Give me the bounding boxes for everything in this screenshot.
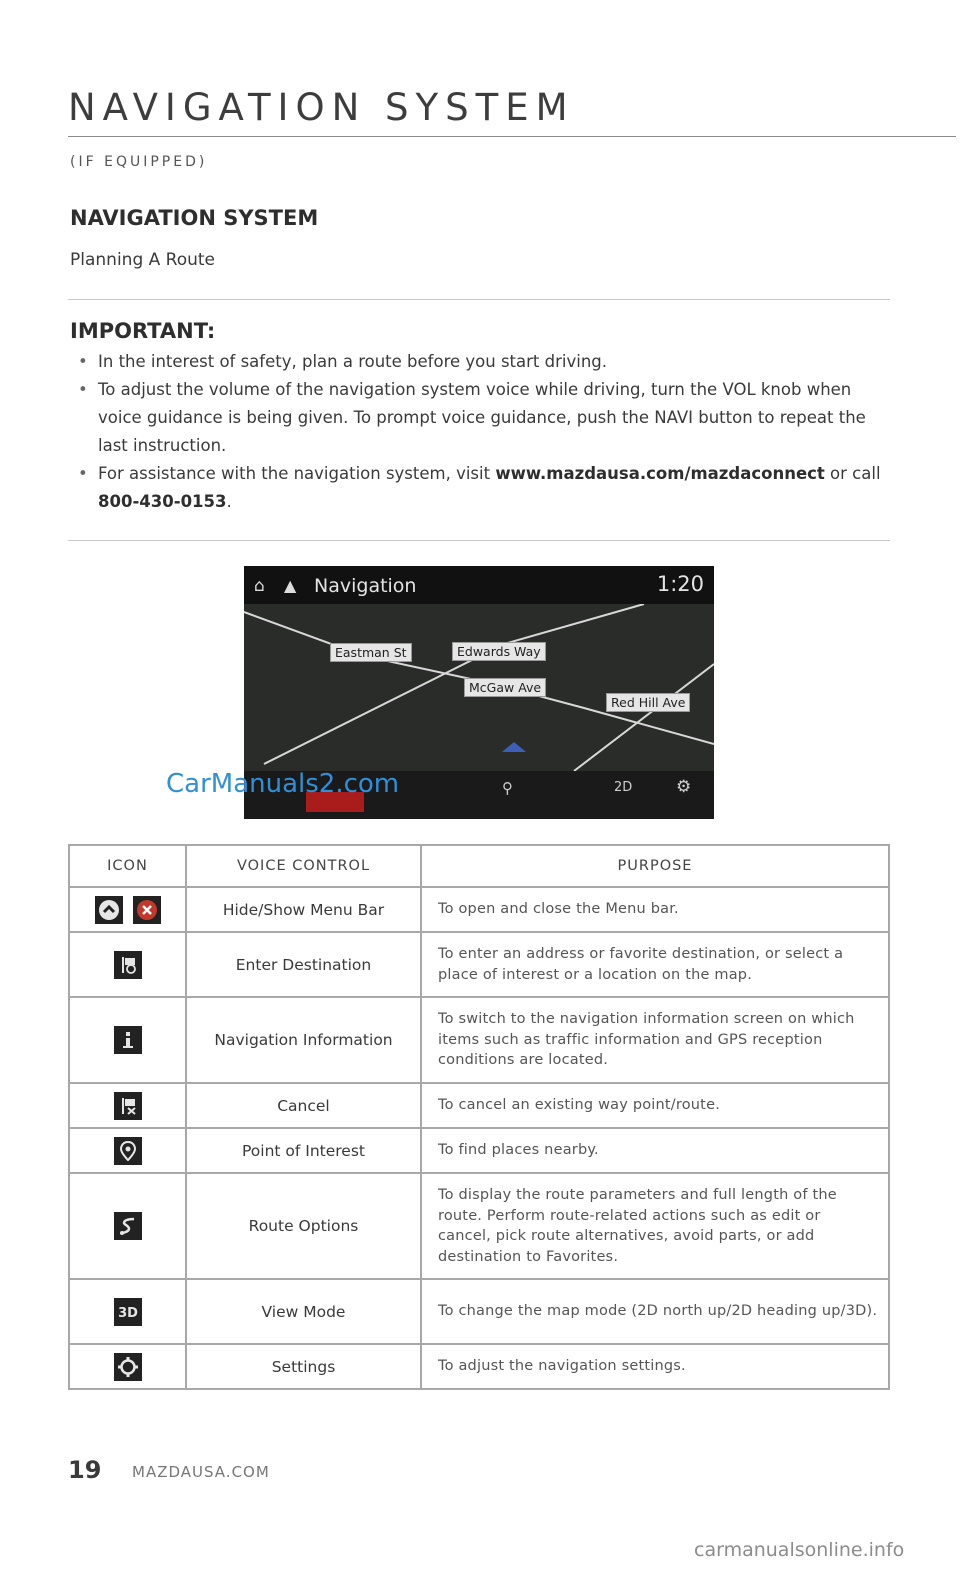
table-row [69,932,889,997]
close-icon [133,896,161,924]
svg-text:3D: 3D [117,1305,138,1321]
table-row [69,1128,889,1173]
table-row [69,997,889,1083]
street-label: Eastman St [330,643,412,662]
page-number: 19 [68,1456,102,1484]
gear-icon: ⚙ [676,777,692,797]
divider-top [68,299,890,300]
table-row [69,1344,889,1389]
voice-cell: View Mode [186,1279,421,1344]
purpose-cell: To cancel an existing way point/route. [421,1083,889,1128]
icon-cell [69,997,186,1083]
nav-clock: 1:20 [656,572,704,596]
home-icon: ⌂ [254,576,265,596]
3d-view-icon [114,1298,142,1326]
table-row [69,1279,889,1344]
icon-cell [69,1083,186,1128]
table-row [69,887,889,932]
street-label: Red Hill Ave [606,693,690,712]
header-icon: ICON [69,845,186,887]
location-pin-icon [114,1137,142,1165]
voice-cell: Enter Destination [186,932,421,997]
header-voice-control: VOICE CONTROL [186,845,421,887]
page-title: NAVIGATION SYSTEM [68,86,575,129]
purpose-cell: To switch to the navigation information screen on which items such as traffic information and GPS reception conditions are located. [421,997,889,1083]
page-subtitle: (IF EQUIPPED) [70,154,208,170]
icon-table [68,844,890,1390]
icon-cell [69,1279,186,1344]
important-bullets [78,348,898,516]
location-pin-icon: ⚲ [502,779,513,797]
purpose-cell: To display the route parameters and full length of the route. Perform route-related actions such as edit or cancel, pick route alternatives, avoid parts, or add destination to Favorites. [421,1173,889,1279]
voice-cell: Navigation Information [186,997,421,1083]
voice-cell: Cancel [186,1083,421,1128]
title-divider [68,136,956,137]
section-heading: NAVIGATION SYSTEM [70,206,319,230]
header-purpose: PURPOSE [421,845,889,887]
gear-icon [114,1353,142,1381]
icon-cell [69,1173,186,1279]
assistance-text: For assistance with the navigation system, visit [98,464,496,483]
purpose-cell: To open and close the Menu bar. [421,887,889,932]
phone-number: 800-430-0153 [98,492,227,511]
info-icon [114,1026,142,1054]
watermark: CarManuals2.com [166,769,400,799]
footer-site[interactable]: MAZDAUSA.COM [132,1463,270,1481]
purpose-cell: To find places nearby. [421,1128,889,1173]
nav-screen-title: Navigation [314,575,417,597]
icon-cell [69,932,186,997]
assistance-end: . [226,492,232,511]
bullet-volume: • To adjust the volume of the navigation system voice while driving, turn the VOL knob when voice guidance is being given. To prompt voice guidance, push the NAVI button to repeat the last instruction. [78,376,898,460]
divider-bottom [68,540,890,541]
table-row [69,1083,889,1128]
view-mode-button: 2D [614,780,633,795]
table-row [69,1173,889,1279]
bullet-assistance [78,460,898,516]
icon-cell [69,887,186,932]
icon-cell [69,1344,186,1389]
nav-top-bar [244,566,714,604]
cancel-route-icon [114,1092,142,1120]
voice-cell: Route Options [186,1173,421,1279]
purpose-cell: To enter an address or favorite destination, or select a place of interest or a location on the map. [421,932,889,997]
assistance-call-text: or call [824,464,881,483]
route-icon [114,1212,142,1240]
important-heading: IMPORTANT: [70,319,216,343]
section-subheading: Planning A Route [70,250,216,270]
purpose-cell: To adjust the navigation settings. [421,1344,889,1389]
purpose-cell: To change the map mode (2D north up/2D heading up/3D). [421,1279,889,1344]
voice-cell: Point of Interest [186,1128,421,1173]
table-header-row [69,845,889,887]
icon-cell [69,1128,186,1173]
street-label: Edwards Way [452,642,546,661]
mazdaconnect-link[interactable]: www.mazdausa.com/mazdaconnect [495,464,825,483]
street-label: McGaw Ave [464,678,546,697]
chevron-up-icon [95,896,123,924]
voice-cell: Hide/Show Menu Bar [186,887,421,932]
bullet-safety: • In the interest of safety, plan a route before you start driving. [78,348,898,376]
destination-flag-icon [114,951,142,979]
navigation-icon: ▲ [284,576,297,595]
voice-cell: Settings [186,1344,421,1389]
footer-credit: carmanualsonline.info [694,1539,905,1561]
